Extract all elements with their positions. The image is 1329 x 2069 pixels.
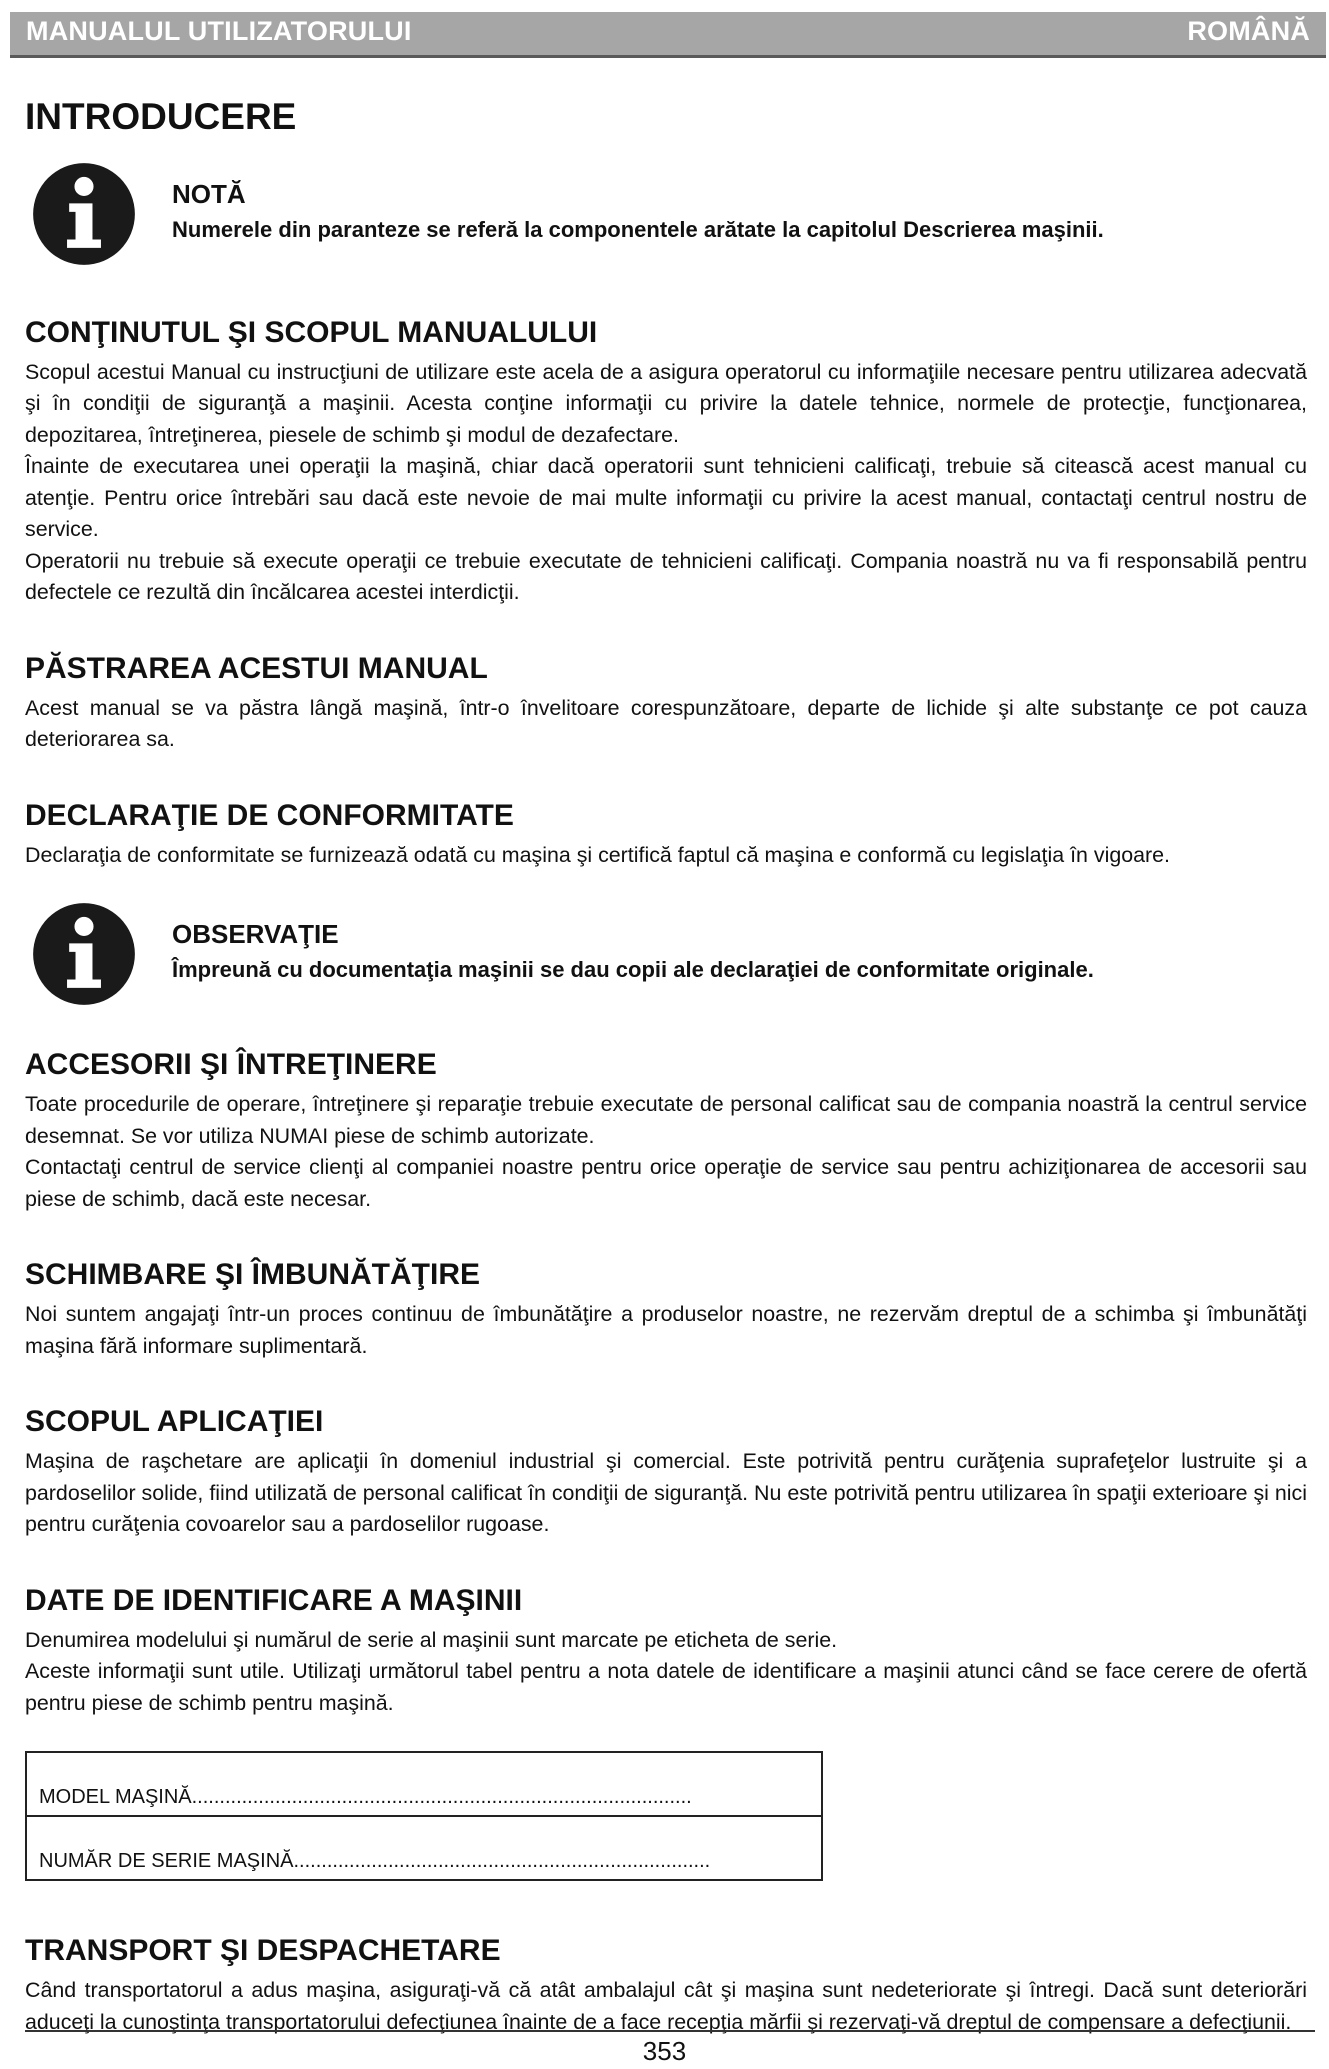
section-identification [25, 1583, 1307, 1720]
serial-label: NUMĂR DE SERIE MAŞINĂ........................................................................... [39, 1850, 711, 1873]
page-title: INTRODUCERE [25, 96, 297, 137]
section-title: SCOPUL APLICAŢIEI [25, 1405, 324, 1439]
note-body: Numerele din paranteze se referă la componentele arătate la capitolul Descrierea maşinii. [172, 216, 1104, 242]
page-content [25, 96, 1307, 2038]
note-text [172, 179, 1307, 245]
machine-id-table [25, 1751, 823, 1881]
serial-field[interactable] [26, 1816, 822, 1880]
paragraph: Toate procedurile de operare, întreţinere şi reparaţie trebuie executate de personal calificat sau de compania noastră la centrul service desemnat. Se vor utiliza NUMAI piese de schimb autorizate. [25, 1092, 1307, 1148]
section-content-scope [25, 315, 1307, 609]
section-title: DATE DE IDENTIFICARE A MAŞINII [25, 1583, 523, 1617]
section-title: CONŢINUTUL ŞI SCOPUL MANUALULUI [25, 315, 598, 349]
paragraph: Operatorii nu trebuie să execute operaţii ce trebuie executate de tehnicieni calificaţi. Compania noastră nu va fi responsabilă pentru defectele ce rezultă din încălcarea acestei interdicţii. [25, 548, 1307, 605]
paragraph: Contactaţi centrul de service clienţi al companiei noastre pentru orice operaţie de service sau pentru achiziţionarea de accesorii sau piese de schimb, dacă este necesar. [25, 1155, 1307, 1211]
section-transport [25, 1933, 1307, 2038]
paragraph: Maşina de raşchetare are aplicaţii în domeniul industrial şi comercial. Este potrivită pentru curăţenia suprafeţelor lustruite şi a pardoselilor solide, fiind utilizată de personal calificat în condiţii de siguranţă. Nu este potrivită pentru utilizarea în spaţii exterioare şi nici pentru curăţenia covoarelor sau a pardoselilor rugoase. [25, 1449, 1307, 1537]
paragraph: Înainte de executarea unei operaţii la maşină, chiar dacă operatorii sunt tehnicieni calificaţi, trebuie să citească acest manual cu atenţie. Pentru orice întrebări sau dacă este nevoie de mai multe informaţii cu privire la acest manual, contactaţi centrul nostru de service. [25, 454, 1307, 542]
section-title: SCHIMBARE ŞI ÎMBUNĂTĂŢIRE [25, 1258, 480, 1292]
footer-divider [25, 2030, 1315, 2032]
observation-text [172, 919, 1307, 985]
paragraph: Scopul acestui Manual cu instrucţiuni de utilizare este acela de a asigura operatorul cu informaţiile necesare pentru utilizarea adecvată şi în condiţii de siguranţă a maşinii. Acesta conţine informaţii cu privire la datele tehnice, normele de protecţie, funcţionarea, depozitarea, întreţinerea, piesele de schimb şi modul de dezafectare. [25, 359, 1307, 447]
table-row [26, 1752, 822, 1816]
table-row [26, 1816, 822, 1880]
section-declaration [25, 798, 1307, 872]
info-icon [31, 161, 137, 267]
section-changes [25, 1257, 1307, 1362]
page-header [10, 12, 1326, 58]
paragraph: Când transportatorul a adus maşina, asiguraţi-vă că atât ambalajul cât şi maşina sunt nedeteriorate şi întregi. Dacă sunt deteriorări aduceţi la cunoştinţa transportatorului defecţiunea înainte de a face recepţia mărfii şi rezervaţi-vă dreptul de compensare a defecţiunii. [25, 1978, 1307, 2034]
observation-box [25, 901, 1307, 1011]
section-title: PĂSTRAREA ACESTUI MANUAL [25, 651, 488, 685]
model-label: MODEL MAŞINĂ.......................................................................................... [39, 1786, 692, 1809]
info-icon [31, 901, 137, 1007]
header-manual-title: MANUALUL UTILIZATORULUI [26, 16, 412, 46]
header-language: ROMÂNĂ [1187, 16, 1310, 46]
paragraph: Denumirea modelului şi numărul de serie al maşinii sunt marcate pe eticheta de serie. [25, 1627, 838, 1652]
paragraph: Aceste informaţii sunt utile. Utilizaţi următorul tabel pentru a nota datele de identificare a maşinii atunci când se face cerere de ofertă pentru piese de schimb pentru maşină. [25, 1659, 1307, 1715]
paragraph: Declaraţia de conformitate se furnizează odată cu maşina şi certifică faptul că maşina e conformă cu legislaţia în vigoare. [25, 842, 1170, 867]
section-title: ACCESORII ŞI ÎNTREŢINERE [25, 1048, 437, 1082]
section-application [25, 1404, 1307, 1541]
paragraph: Acest manual se va păstra lângă maşină, într-o învelitoare corespunzătoare, departe de lichide şi alte substanţe ce pot cauza deteriorarea sa. [25, 695, 1307, 752]
section-title: TRANSPORT ŞI DESPACHETARE [25, 1934, 501, 1968]
observation-title: OBSERVAŢIE [172, 919, 339, 950]
paragraph: Noi suntem angajaţi într-un proces continuu de îmbunătăţire a produselor noastre, ne rezervăm dreptul de a schimba şi îmbunătăţi maşina fără informare suplimentară. [25, 1302, 1307, 1358]
section-keeping-manual [25, 651, 1307, 756]
page-number: 353 [642, 2036, 687, 2066]
section-accessories [25, 1047, 1307, 1215]
note-title: NOTĂ [172, 178, 246, 209]
observation-body: Împreună cu documentaţia maşinii se dau copii ale declaraţiei de conformitate originale. [172, 957, 1094, 983]
section-title: DECLARAŢIE DE CONFORMITATE [25, 798, 514, 832]
model-field[interactable] [26, 1752, 822, 1816]
note-box [25, 161, 1307, 271]
